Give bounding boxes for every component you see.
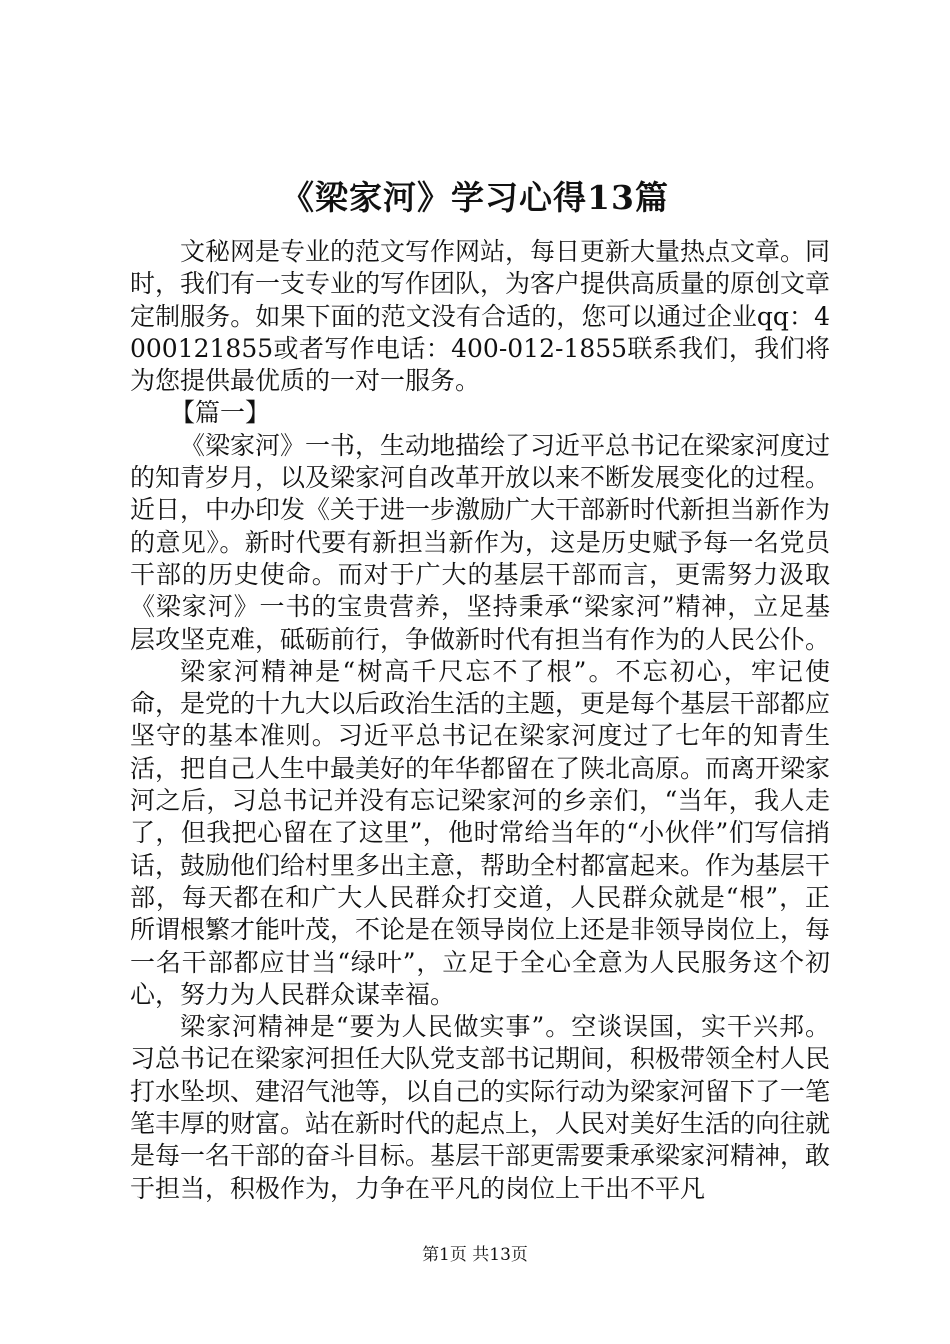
document-body [130, 236, 830, 1205]
intro-paragraph: 文秘网是专业的范文写作网站，每日更新大量热点文章。同时，我们有一支专业的写作团队，为客户提供高质量的原创文章定制服务。如果下面的范文没有合适的，您可以通过企业qq：4000121855或者写作电话：400-012-1855联系我们，我们将为您提供最优质的一对一服务。 [130, 237, 831, 396]
document-title: 《梁家河》学习心得13篇 [281, 178, 669, 217]
body-paragraph: 梁家河精神是“树高千尺忘不了根”。不忘初心，牢记使命，是党的十九大以后政治生活的主题，更是每个基层干部都应坚守的基本准则。习近平总书记在梁家河度过了七年的知青生活，把自己人生中最美好的年华都留在了陕北高原。而离开梁家河之后，习总书记并没有忘记梁家河的乡亲们，“当年，我人走了，但我把心留在了这里”，他时常给当年的“小伙伴”们写信捎话，鼓励他们给村里多出主意，帮助全村都富起来。作为基层干部，每天都在和广大人民群众打交道，人民群众就是“根”，正所谓根繁才能叶茂，不论是在领导岗位上还是非领导岗位上，每一名干部都应甘当“绿叶”，立足于全心全意为人民服务这个初心，努力为人民群众谋幸福。 [130, 656, 831, 1009]
body-paragraph: 梁家河精神是“要为人民做实事”。空谈误国，实干兴邦。习总书记在梁家河担任大队党支部书记期间，积极带领全村人民打水坠坝、建沼气池等，以自己的实际行动为梁家河留下了一笔笔丰厚的财富。站在新时代的起点上，人民对美好生活的向往就是每一名干部的奋斗目标。基层干部更需要秉承梁家河精神，敢于担当，积极作为，力争在平凡的岗位上干出不平凡 [130, 1012, 831, 1203]
body-paragraph: 《梁家河》一书，生动地描绘了习近平总书记在梁家河度过的知青岁月，以及梁家河自改革开放以来不断发展变化的过程。近日，中办印发《关于进一步激励广大干部新时代新担当新作为的意见》。新时代要有新担当新作为，这是历史赋予每一名党员干部的历史使命。而对于广大的基层干部而言，更需努力汲取《梁家河》一书的宝贵营养，坚持秉承“梁家河”精神，立足基层攻坚克难，砥砺前行，争做新时代有担当有作为的人民公仆。 [130, 430, 831, 654]
section-heading: 【篇一】 [170, 398, 271, 428]
page-footer: 第1页 共13页 [422, 1245, 528, 1265]
